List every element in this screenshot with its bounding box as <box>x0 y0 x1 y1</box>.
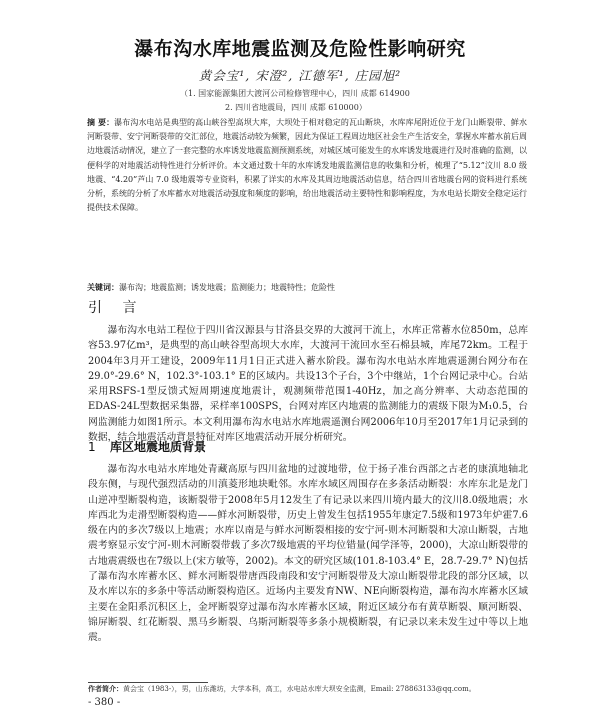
affiliation-2: 2. 四川省地震局，四川 成都 610000） <box>225 103 367 112</box>
abstract <box>87 116 527 215</box>
footnote-text: 黄会宝（1983-），男，山东潍坊，大学本科，高工，水电站水库大坝安全监测，Email: 278863133@qq.com。 <box>123 685 476 693</box>
paper-title: 瀑布沟水库地震监测及危险性影响研究 <box>134 38 466 60</box>
keywords-label: 关键词： <box>87 283 119 292</box>
abstract-text: 瀑布沟水电站是典型的高山峡谷型高坝大库，大坝处于相对稳定的瓦山断块，水库库尾附近位于龙门山断裂带、鲜水河断裂带、安宁河断裂带的交汇部位，地震活动较为频繁，因此为保证工程周边地区社会生产生活安全，掌握水库蓄水前后周边地震活动情况，建立了一套完整的水库诱发地震监测预测系统，对城区域可能发生的水库诱发地震进行及时准确的监测，以便科学的对地震活动特性进行分析评价。本文通过数十年的水库诱发地震监测信息的收集和分析，梳理了“5.12”汶川 8.0 级地震、“4.20”芦山 7.0 级地震等专业资料，积累了详实的水库及其周边地震活动信息，结合四川省地震台网的资料进行系统分析，系统的分析了水库蓄水对地震活动强度和频度的影响，给出地震活动主要特性和影响程度，为水电站长期安全稳定运行提供技术保障。 <box>87 118 527 213</box>
footnote-divider <box>88 682 208 683</box>
section-1-title: 库区地震地质背景 <box>110 440 207 454</box>
keywords-text: 瀑布沟；地震监测；诱发地震；监测能力；地震特性；危险性 <box>119 283 335 292</box>
section-1-heading <box>88 438 206 455</box>
footnote-label: 作者简介： <box>88 685 123 693</box>
section-1-paragraph: 瀑布沟水电站水库地处青藏高原与四川盆地的过渡地带，位于扬子准台西部之古老的康滇地轴北段东侧，与现代强烈活动的川滇菱形地块毗邻。水库水域区周围存在多条活动断裂：水库东北是龙门山逆冲型断裂构造，该断裂带于2008年5月12发生了有记录以来四川境内最大的汶川8.0级地震；水库西北为走滑型断裂构造——鲜水河断裂带，历史上曾发生包括1955年康定7.5级和1973年炉霍7.6级在内的多次7级以上地震；水库以南是与鲜水河断裂相接的安宁河-则木河断裂和大凉山断裂，古地震考察显示安宁河-则木河断裂带载了多次7级地震的平均位错量(闻学泽等，2000)，大凉山断裂带的古地震震级也在7级以上(宋方敏等，2002)。本文的研究区域(101.8-103.4° E，28.7-29.7° N)包括了瀑布沟水库蓄水区、鲜水河断裂带唐西段南段和安宁河断裂带及大凉山断裂带北段的部分区域，以及水库以东的多条中等活动断裂构造区。近场内主要发育NW、NE向断裂构造，瀑布沟水库蓄水区域主要在金阳系沉积区上，金坪断裂穿过瀑布沟水库蓄水区域，附近区域分布有黄草断裂、顺河断裂、锦屏断裂、红花断裂、黑马乡断裂、乌斯河断裂等多条小规模断裂，有记录以来未发生过中等以上地震。 <box>88 464 528 644</box>
intro-paragraph: 瀑布沟水电站工程位于四川省汉源县与甘洛县交界的大渡河干流上，水库正常蓄水位850m，总库容53.97亿m³，是典型的高山峡谷型高坝大水库，大渡河干流回水至石棉县城，库尾72km。工程于2004年3月开工建设，2009年11月1日正式进入蓄水阶段。瀑布沟水电站水库地震遥测台网分布在29.0°-29.6° N，102.3°-103.1° E的区域内。共设13个子台，3个中继站，1个台网记录中心。台站采用RSFS-1型反馈式短周期速度地震计，观测频带范围1-40Hz，加之高分辨率、大动态范围的EDAS-24L型数据采集器，采样率100SPS，台网对库区内地震的监测能力的震级下限为M₁0.5，台网监测能力如图1所示。本文利用瀑布沟水电站水库地震遥测台网2006年10月至2017年1月记录到的数据，结合地震活动背景特征对库区地震活动开展分析研究。 <box>88 325 528 444</box>
section-1-number: 1 <box>88 440 96 454</box>
keywords <box>87 282 527 294</box>
affiliation-1: （1. 国家能源集团大渡河公司检修管理中心，四川 成都 614900 <box>180 89 410 98</box>
abstract-label: 摘 要： <box>87 118 115 127</box>
author-list: 黄会宝¹, 宋澄², 江德军¹, 庄园旭² <box>198 68 402 83</box>
intro-heading: 引 言 <box>88 300 145 316</box>
page-number: - 380 - <box>88 697 121 708</box>
author-footnote <box>88 684 528 694</box>
